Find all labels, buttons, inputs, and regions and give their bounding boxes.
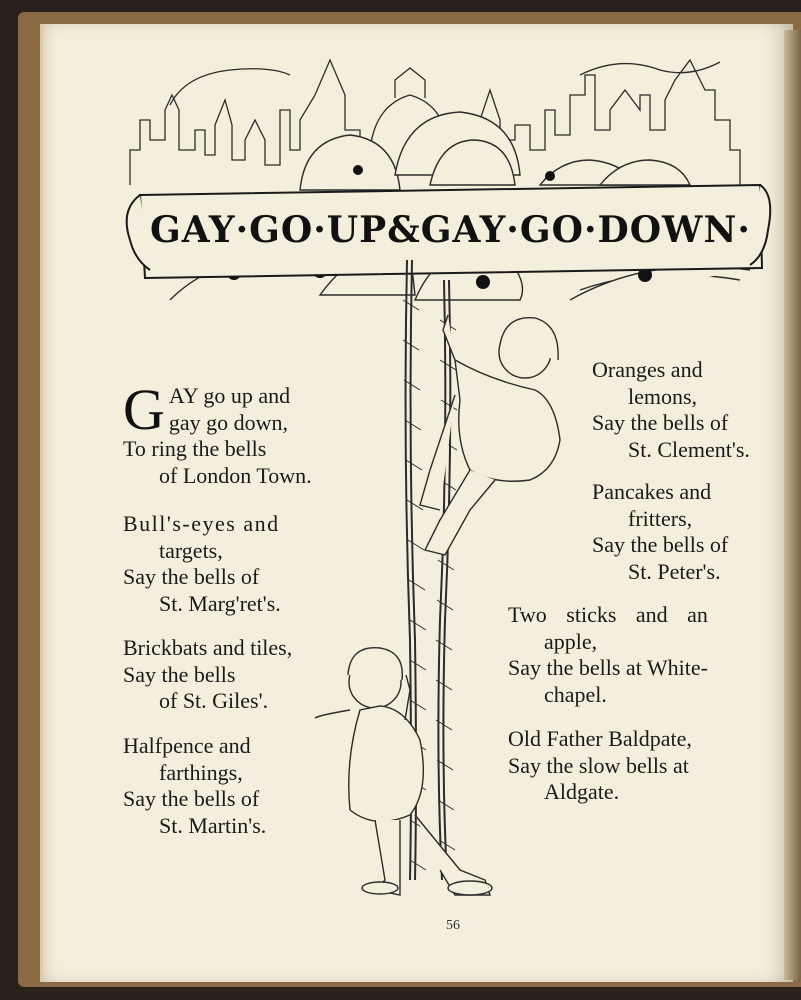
left-stanza-4 xyxy=(123,733,266,839)
verse-line: To ring the bells xyxy=(123,436,267,461)
verse-line: Pancakes and xyxy=(592,479,712,504)
verse-line: Two sticks and an xyxy=(508,602,708,627)
verse-line: AY go up and xyxy=(168,383,291,408)
verse-line: of London Town. xyxy=(159,462,312,488)
verse-line: Halfpence and xyxy=(123,733,251,758)
verse-line: gay go down, xyxy=(168,409,289,435)
page-number: 56 xyxy=(446,918,460,933)
verse-line: Bull's-eyes and xyxy=(123,511,280,536)
verse-line: chapel. xyxy=(544,681,607,707)
verse-line: Old Father Baldpate, xyxy=(508,726,692,751)
verse-line: lemons, xyxy=(628,383,698,409)
verse-line: Say the bells xyxy=(123,661,236,687)
verse-line: Say the bells of xyxy=(592,532,729,557)
page-title: GAY·GO·UP&GAY·GO·DOWN· xyxy=(150,209,751,251)
verse-line: apple, xyxy=(544,628,598,654)
right-stanza-4 xyxy=(508,726,692,806)
verse-line: targets, xyxy=(159,537,223,563)
left-stanza-1 xyxy=(123,377,312,489)
verse-line: St. Peter's. xyxy=(628,558,721,584)
verse-line: Say the slow bells at xyxy=(508,752,689,778)
left-stanza-2 xyxy=(123,511,281,617)
verse-line: Aldgate. xyxy=(544,779,620,804)
verse-line: St. Martin's. xyxy=(159,812,267,838)
verse-line: Oranges and xyxy=(592,357,703,382)
right-stanza-3 xyxy=(508,602,708,708)
left-stanza-3 xyxy=(123,635,292,715)
right-stanza-1 xyxy=(592,357,750,463)
right-stanza-2 xyxy=(592,479,728,585)
verse-line: of St. Giles'. xyxy=(159,688,269,713)
verse-line: farthings, xyxy=(159,759,243,785)
verse-line: fritters, xyxy=(628,505,693,531)
boy-climbing-drawing xyxy=(420,315,560,555)
verse-line: St. Clement's. xyxy=(628,436,750,462)
verse-line: St. Marg'ret's. xyxy=(159,590,281,616)
girl-climbing-drawing xyxy=(315,648,492,895)
verse-line: Say the bells of xyxy=(592,410,729,435)
verse-line: Say the bells at White- xyxy=(508,655,708,680)
verse-line: Brickbats and tiles, xyxy=(123,635,293,660)
verse-line: Say the bells of xyxy=(123,564,260,589)
drop-cap: G xyxy=(123,377,165,442)
verse-line: Say the bells of xyxy=(123,786,260,811)
